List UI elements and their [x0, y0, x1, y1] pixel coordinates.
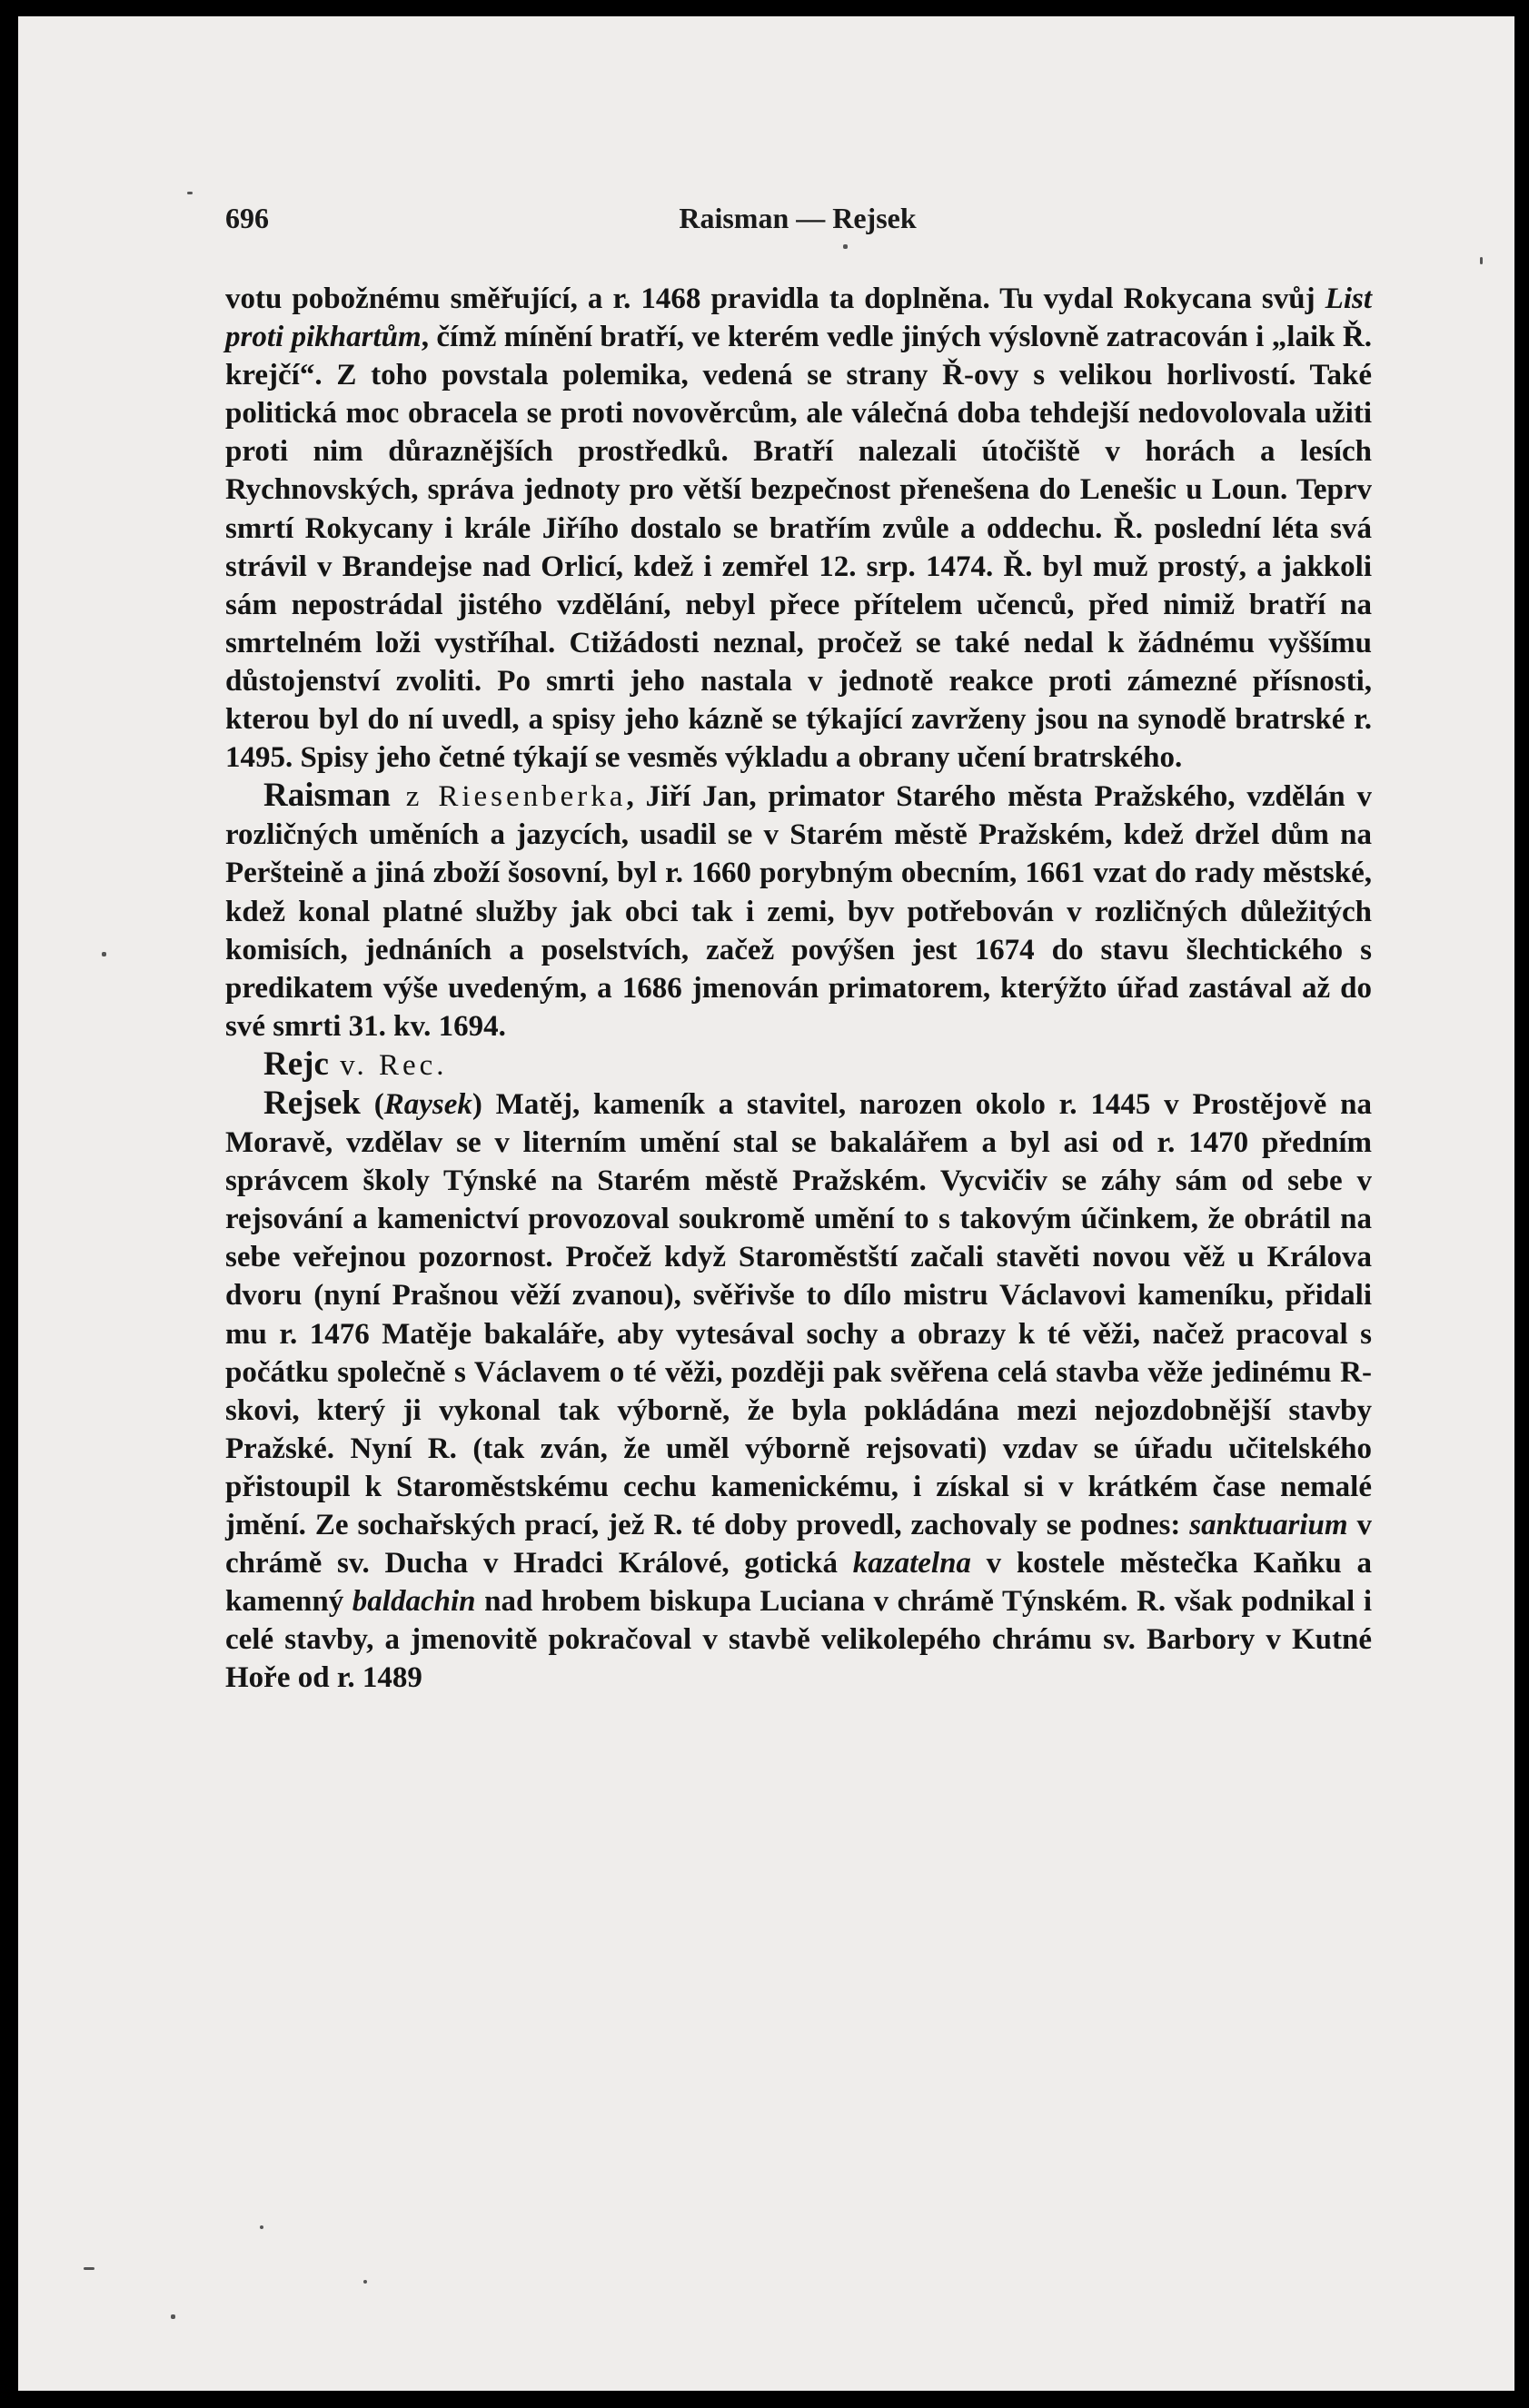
paper-speck — [84, 2267, 94, 2270]
headword-raisman: Raisman — [263, 777, 391, 815]
headword-rejc: Rejc — [263, 1045, 329, 1083]
rejsek-text-2: v chrámě sv. Ducha v Hradci Králové, gotická — [225, 1509, 1372, 1581]
continuation-text-1: votu pobožnému směřující, a r. 1468 pravidla ta doplněna. Tu vydal Rokycana svůj — [225, 282, 1325, 315]
paper-speck — [102, 952, 106, 956]
rejsek-text-4: nad hrobem biskupa Luciana v chrámě Týnském. R. však podnikal i celé stavby, a jmenovitě pokračoval v stavbě velikolepého chrámu sv. Barbory v Kutné Hoře od r. 1489 — [225, 1585, 1372, 1695]
paper-speck — [1480, 257, 1483, 264]
raisman-spaced-name: Riesenberka — [438, 780, 627, 814]
continuation-paragraph — [225, 280, 1372, 777]
rejc-prefix: v. — [328, 1048, 379, 1082]
rejsek-text-1: Matěj, kameník a stavitel, narozen okolo r. 1445 v Prostějově na Moravě, vzdělav se v literním umění stal se bakalářem a byl asi od r. 1470 předním správcem školy Týnské na Starém městě Pražském. Vycvičiv se záhy sám od sebe v rejsování a kamenictví provozoval soukromě umění to s takovým účinkem, že obrátil na sebe veřejnou pozornost. Pročež když Staroměstští začali stavěti novou věž u Králova dvoru (nyní Prašnou věží zvanou), svěřivše to dílo mistru Václavovi kameníku, přidali mu r. 1476 Matěje bakaláře, aby vytesával sochy a obrazy k té věži, načež pracoval s počátku společně s Václavem o té věži, později pak svěřena celá stavba věže jedinému R-skovi, který ji vykonal tak výborně, že byla pokládána mezi nejozdobnější stavby Pražské. Nyní R. (tak zván, že uměl výborně rejsovati) vzdav se úřadu učitelského přistoupil k Staroměstskému cechu kamenickému, i získal si v krátkém čase nemalé jmění. Ze sochařských prací, jež R. té doby provedl, zachovaly se podnes: — [225, 1087, 1372, 1541]
book-page — [18, 16, 1514, 2391]
rejsek-text-3: v kostele městečka Kaňku a kamenný — [225, 1547, 1372, 1619]
running-head: Raisman — Rejsek — [679, 202, 917, 234]
paper-speck — [260, 2225, 263, 2229]
paper-speck — [843, 244, 848, 249]
continuation-text-2: , čímž mínění bratří, ve kterém vedle jiných výslovně zatracován i „laik Ř. krejčí“. Z toho povstala polemika, vedená se strany Ř-ovy s velikou horlivostí. Také politická moc obracela se proti novověrcům, ale válečná doba tehdejší nedovolovala užiti proti nim důraznějších prostředků. Bratří nalezali útočiště v horách a lesích Rychnovských, správa jednoty pro větší bezpečnost přenešena do Lenešic u Loun. Teprv smrtí Rokycany i krále Jiřího dostalo se bratřím zvůle a oddechu. Ř. poslední léta svá strávil v Brandejse nad Orlicí, kdež i zemřel 12. srp. 1474. Ř. byl muž prostý, a jakkoli sám nepostrádal jistého vzdělání, nebyl přece přítelem učenců, před nimiž bratří na smrtelném loži vystříhal. Ctižádosti neznal, pročež se také nedal k žádnému vyššímu důstojenství zvoliti. Po smrti jeho nastala v jednotě reakce proti zámezné přísnosti, kterou byl do ní uvedl, a spisy jeho kázně se týkající zavrženy jsou na synodě bratrské r. 1495. Spisy jeho četné týkají se vesměs výkladu a obrany učení bratrského. — [225, 321, 1372, 775]
rejsek-variant-name: Raysek — [383, 1087, 472, 1121]
entry-rejc — [225, 1045, 1372, 1085]
raisman-text: , Jiří Jan, primator Starého města Pražského, vzdělán v rozličných uměních a jazycích, usadil se v Starém městě Pražském, kdež držel dům na Peršteině a jiná zboží šosovní, byl r. 1660 porybným obecním, 1661 vzat do rady městské, kdež konal platné služby jak obci tak i zemi, byv potřebován v rozličných důležitých komisích, jednáních a poselstvích, začež povýšen jest 1674 do stavu šlechtického s predikatem výše uvedeným, a 1686 jmenován primatorem, kterýžto úřad zastával až do své smrti 31. kv. 1694. — [225, 780, 1372, 1043]
continuation-italic-title: List proti pikhartům — [225, 282, 1372, 354]
rejsek-italic-sanktuarium: sanktuarium — [1189, 1509, 1348, 1541]
rejsek-paren-close: ) — [472, 1087, 482, 1121]
page-number: 696 — [225, 202, 269, 234]
entry-raisman — [225, 777, 1372, 1045]
paper-speck — [171, 2314, 175, 2319]
rejc-crossref: Rec. — [379, 1048, 448, 1082]
headword-rejsek: Rejsek — [263, 1084, 361, 1122]
raisman-prefix: z — [390, 780, 439, 814]
rejsek-paren-open: ( — [360, 1087, 384, 1121]
paper-speck — [187, 192, 193, 194]
rejsek-italic-baldachin: baldachin — [352, 1585, 476, 1619]
paper-speck — [363, 2280, 367, 2284]
page-header — [225, 202, 1370, 238]
entry-rejsek — [225, 1085, 1372, 1698]
rejsek-italic-kazatelna: kazatelna — [852, 1547, 971, 1581]
text-block — [225, 280, 1372, 1697]
